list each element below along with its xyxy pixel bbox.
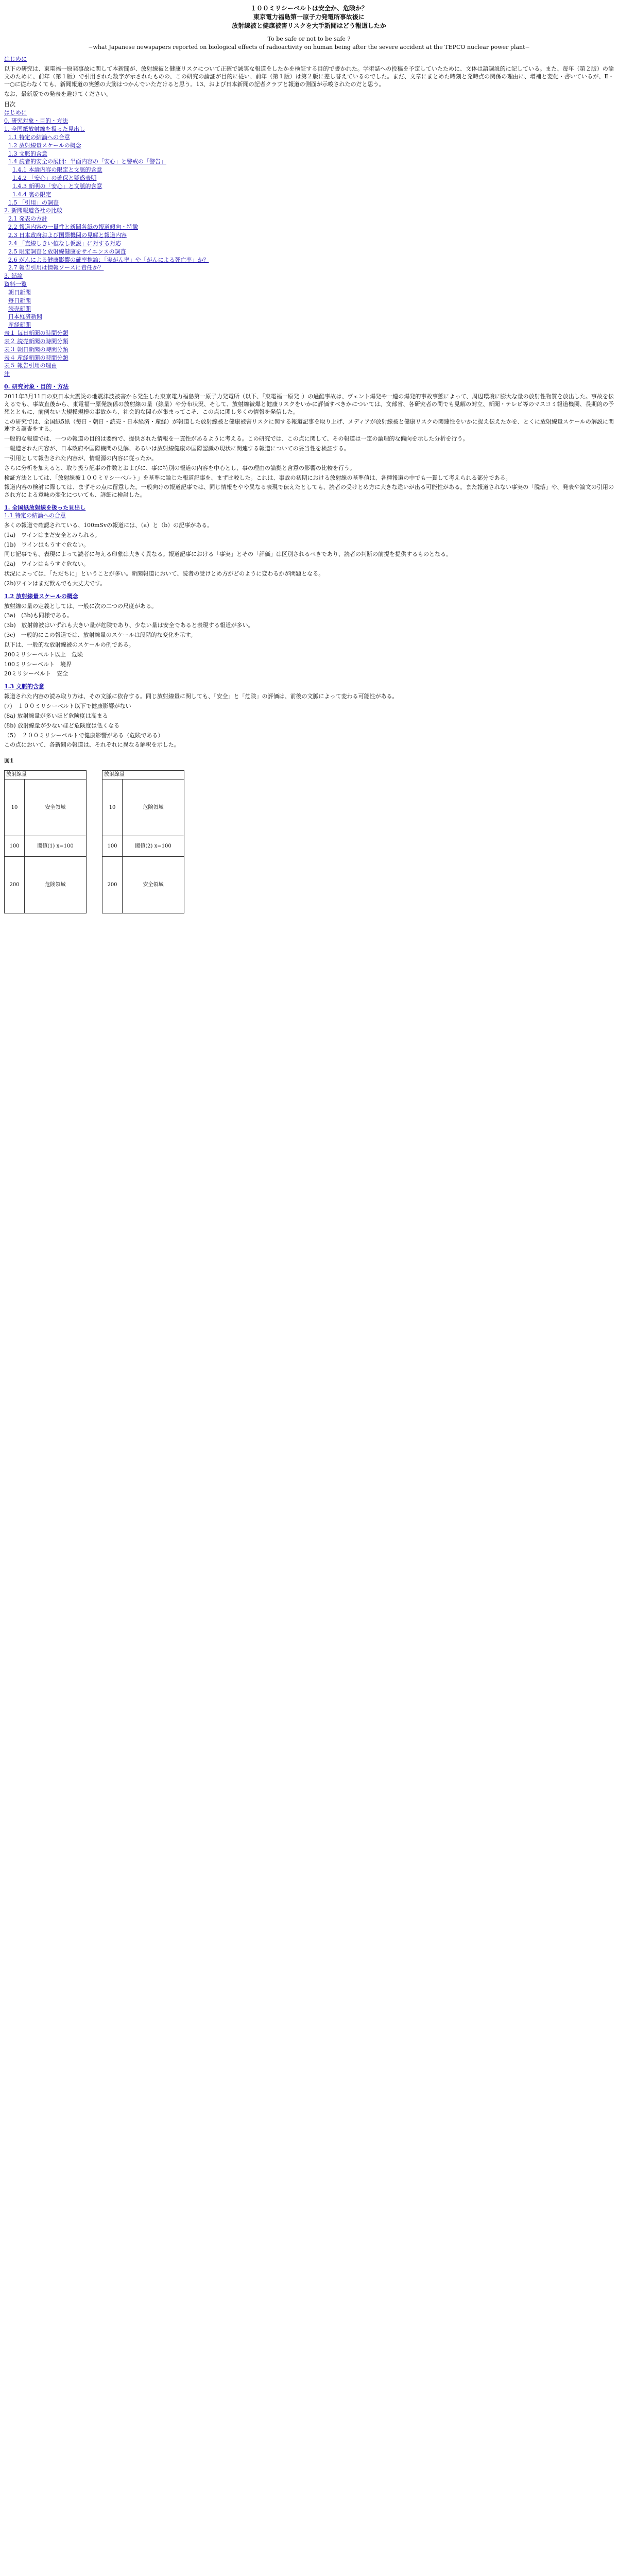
paragraph: 同じ記事でも、表現によって読者に与える印象は大きく異なる。報道記事における「事実」とその「評価」は区別されるべきであり、読者の判断の前提を提供するものとなる。 [4, 551, 452, 558]
paragraph: 多くの報道で確認されている、100mSvの報道には、（a）と（b）の記事がある。 [4, 521, 213, 529]
page [0, 0, 618, 913]
toc-item[interactable]: 表１ 毎日新聞の時間分類 [4, 330, 68, 337]
intro-note: なお、最新版での発表を避けてください。 [4, 90, 112, 97]
section-heading[interactable]: 1. 全国紙放射線を扱った見出し [4, 504, 86, 512]
toc-item[interactable]: 1.1 特定の結論への合意 [8, 133, 70, 141]
table-header: 放射線量 [102, 771, 184, 779]
intro-section [4, 56, 614, 98]
page-title [4, 4, 614, 30]
paragraph: 一般的な報道では、一つの報道の目的は要約で、提供された情報を一貫性があるように考える。この研究では、この点に関して、その報道は一定の論理的な偏向を示した分析を行う。 [4, 435, 469, 443]
content-section [4, 504, 614, 588]
paragraph: 検証方法としては、「放射線被１００ミリシーベルト」を基準に論じた報道記事を、まず比較した。これは、事故の初期における放射線の基準値は、各種報道の中でも一貫して考えられる部分である。 [4, 474, 511, 481]
toc-item[interactable]: 1.4.2 「安心」の確保と疑惑表明 [12, 175, 97, 182]
title-line-1: １００ミリシーベルトは安全か、危険か？ [250, 5, 368, 12]
zone-cell: 閾値(1) x=100 [25, 836, 87, 857]
table-of-contents [4, 101, 614, 378]
zone-cell: 安全領域 [123, 857, 184, 913]
paragraph: 100ミリシーベルト 境界 [4, 660, 72, 668]
toc-item[interactable]: 2.7 報告引用は情報ソースに責任か？ [8, 264, 104, 272]
toc-item[interactable]: 2.2 報道内容の一貫性と新聞各紙の報道傾向・特徴 [8, 224, 138, 231]
toc-item[interactable]: 2.1 発表の方針 [8, 215, 47, 223]
paragraph: (1b) ワインはもうすぐ危ない。 [4, 541, 90, 548]
dose-value-cell: 10 [102, 779, 123, 836]
subsection-heading[interactable]: 1.1 特定の結論への合意 [4, 512, 66, 519]
toc-item[interactable]: 朝日新聞 [8, 289, 31, 296]
toc-item[interactable]: 2.4 「直線しきい値なし仮説」に対する対応 [8, 240, 121, 247]
paragraph: 2011年3月11日の東日本大震災の地震津波被害から発生した東京電力福島第一原子力発電所（以下、「東電福一原発」）の過酷事故は、ヴェント爆発や一連の爆発的事故事態によって、周辺環境に膨大な量の放射性物質を放出した。事故を伝えるでも、事故直後から、東電福一原発族係の放射線の量（線量）や分布状況、そして、放射線被爆と健康リスクをいかに評価すべきかについては、文部省、各研究者の間でも見解の対立、新聞・テレビ等のマスコミ報道機関、長期的の予想とともに、前例ない大規模規模の事故から、社会的な関心が集まってこそ、この点に関し多くの情報を発信した。 [4, 393, 614, 415]
section-heading[interactable]: 0. 研究対象・目的・方法 [4, 383, 69, 391]
content-section [4, 593, 614, 679]
table-header: 放射線量 [5, 771, 87, 779]
toc-item[interactable]: 表５ 報告引用の理由 [4, 362, 57, 369]
toc-item[interactable]: 表４ 産経新聞の時間分類 [4, 354, 68, 361]
paragraph: （5） ２００ミリシーベルトで健康影響がある（危険である） [4, 732, 164, 739]
toc-list [4, 117, 614, 378]
toc-item[interactable]: 読売新聞 [8, 305, 31, 312]
paragraph: (2b)ワインはまだ飲んでも大丈夫です。 [4, 580, 106, 587]
toc-item[interactable]: 1.3 文脈的含意 [8, 150, 47, 157]
dose-value-cell: 200 [5, 857, 25, 913]
toc-item[interactable]: 1.4.4 裏の限定 [12, 191, 52, 198]
title-line-3: 放射線被と健康被害リスクを大手新聞はどう報道したか [232, 22, 386, 30]
toc-item[interactable]: 3. 結論 [4, 273, 23, 280]
toc-item[interactable]: 1.4.3 新明の「安心」と文脈的含意 [12, 182, 102, 190]
paragraph: (8b) 放射線量が少ないほど危険度は低くなる [4, 722, 120, 729]
zone-cell: 危険領域 [25, 857, 87, 913]
paragraph: 報道内容の検討に際しては、まずその点に留意した。一般向けの報道記事では、同じ情報をやや異なる表現で伝えたとしても、読者の受けとめ方に大きな違いが出る可能性がある。また報道されない事実の「脱落」や、発表や論文の引用のされ方による意味の変化についても、詳細に検討した。 [4, 484, 614, 499]
paragraph: (3c) 一般的にこの報道では、放射線量のスケールは段階的な変化を示す。 [4, 632, 196, 639]
dose-scale-table-left [4, 770, 87, 913]
figure-1 [4, 757, 614, 913]
toc-item[interactable]: 表２ 読売新聞の時間分類 [4, 337, 68, 345]
toc-item[interactable]: 資料一覧 [4, 281, 27, 288]
intro-heading-link[interactable]: はじめに [4, 56, 27, 63]
zone-cell: 安全領域 [25, 779, 87, 836]
paragraph: 200ミリシーベルト以上 危険 [4, 651, 83, 658]
toc-item[interactable]: 2.5 限定調査と放射線健康をサイエンスの調査 [8, 248, 126, 255]
toc-item[interactable]: 1.2 放射線量スケールの概念 [8, 142, 81, 149]
paragraph: 以下は、一般的な放射線被のスケールの例である。 [4, 641, 134, 648]
subtitle: To be safe or not to be safe ? [267, 35, 351, 42]
figure-label: 図1 [4, 757, 14, 765]
paragraph: (1a) ワインはまだ安全とみられる。 [4, 531, 100, 538]
section-heading[interactable]: 1.2 放射線量スケールの概念 [4, 592, 78, 600]
toc-item[interactable]: 0. 研究対象・目的・方法 [4, 117, 68, 125]
toc-item[interactable]: 1.4 読者的安全の展開：半面内容の「安心」と警戒の「警告」 [8, 158, 166, 165]
zone-cell: 閾値(2) x=100 [123, 836, 184, 857]
paragraph: 報道された内容の読み取り方は、その文脈に依存する。同じ放射線量に関しても、「安全」と「危険」の評価は、前後の文脈によって変わる可能性がある。 [4, 693, 398, 700]
toc-item[interactable]: 1.5 「引用」の調査 [8, 199, 59, 206]
paragraph: 放射線の量の定義としては、一般に次の二つの尺度がある。 [4, 602, 157, 609]
dose-scale-table-right [102, 770, 184, 913]
toc-item[interactable]: 1.4.1 本論内容の限定と文脈的含意 [12, 166, 102, 174]
toc-item[interactable]: 産経新聞 [8, 321, 31, 329]
toc-item[interactable]: 2. 新聞報道各社の比較 [4, 207, 62, 214]
dose-value-cell: 200 [102, 857, 123, 913]
toc-item-intro[interactable]: はじめに [4, 109, 27, 116]
toc-item[interactable]: 毎日新聞 [8, 297, 31, 304]
zone-cell: 危険領域 [123, 779, 184, 836]
toc-item[interactable]: 日本経済新聞 [8, 313, 42, 320]
dose-value-cell: 100 [5, 836, 25, 857]
paragraph: この点において、各新聞の報道は、それぞれに異なる解釈を示した。 [4, 741, 180, 749]
subtitle-english: −what Japanese newspapers reported on biological effects of radioactivity on human being after the severe accident at the TEPCO nuclear power plant− [88, 44, 530, 51]
toc-item[interactable]: 1. 全国紙放射線を扱った見出し [4, 126, 85, 132]
toc-heading: 目次 [4, 101, 15, 108]
paragraph: (3a) (3b)も同様である。 [4, 612, 73, 619]
toc-item[interactable]: 2.6 がんによる健康影響の確率推論：「実がん率」や「がんによる死亡率」か？ [8, 256, 209, 263]
content-section [4, 683, 614, 749]
paragraph: この研究では、全国紙5紙（毎日・朝日・読売・日本経済・産経）が報道した放射線被と健康被害リスクに関する報道記事を取り上げ、メディアが放射線被と健康リスクの関連性をいかに捉え伝えたかを、とくに放射線量スケールの解説に関連する調査をする。 [4, 418, 614, 433]
title-line-2: 東京電力福島第一原子力発電所事故後に [253, 13, 365, 21]
toc-item[interactable]: 表３ 朝日新聞の時間分類 [4, 346, 68, 353]
content-section [4, 383, 614, 499]
toc-item[interactable]: 注 [4, 370, 10, 378]
paragraph: (7) １００ミリシーベルト以下で健康影響がない [4, 703, 131, 709]
paragraph: (8a) 放射線量が多いほど危険度は高まる [4, 712, 108, 719]
toc-item[interactable]: 2.3 日本政府および国際機関の見解と報道内容 [8, 231, 127, 239]
dose-value-cell: 10 [5, 779, 25, 836]
section-heading[interactable]: 1.3 文脈的含意 [4, 683, 44, 690]
intro-body: 以下の研究は、東電福一原発事故に関して本新聞が、放射線被と健康リスクについて正確で誠実な報道をしたかを検証する目的で書かれた。学術誌への投稿を予定していたために、文体は語調説的に記している。また、毎年（第２版）の論文のために、前年（第１版）で引用された数字が示されたものの、この研究の論証が目的に従い、前年（第１版）は第２版に差し替えているのでした。まだ、文章にまとめた時刻と発時点の関係の理由に、增補と変化・書いているが、Ⅱ・一○に従わなくても、新聞報道の実態の大筋はつかんでいただけると思う。13、および日本新聞の記者クラブと報道の側面が示唆されたのだと思う。 [4, 65, 614, 88]
paragraph: 状況によっては、「ただちに」ということが多い。新聞報道において、読者の受けとめ方がどのように変わるかが問題となる。 [4, 570, 324, 578]
body-sections [4, 383, 614, 749]
paragraph: 一報道された内容が、日本政府や国際機関の見解、あるいは放射線健康の国際認識の現状に関連する報道についての妥当性を検証する。 [4, 445, 350, 452]
paragraph: (3b) 放射線被はいずれも大きい量が危険であり、少ない量は安全であると表現する報道が多い。 [4, 622, 254, 629]
paragraph: (2a) ワインはもうすぐ危ない。 [4, 561, 89, 568]
dose-value-cell: 100 [102, 836, 123, 857]
paragraph: 20ミリシーベルト 安全 [4, 670, 68, 677]
paragraph: さらに分析を加えると、取り扱う記事の件数とおよびに、事に特別の報道の内容を中心とし、事の理由の論拠と含意の影響の比較を行う。 [4, 464, 355, 471]
paragraph: 一引用として報告された内容が、情報源の内容に従ったか。 [4, 454, 157, 462]
